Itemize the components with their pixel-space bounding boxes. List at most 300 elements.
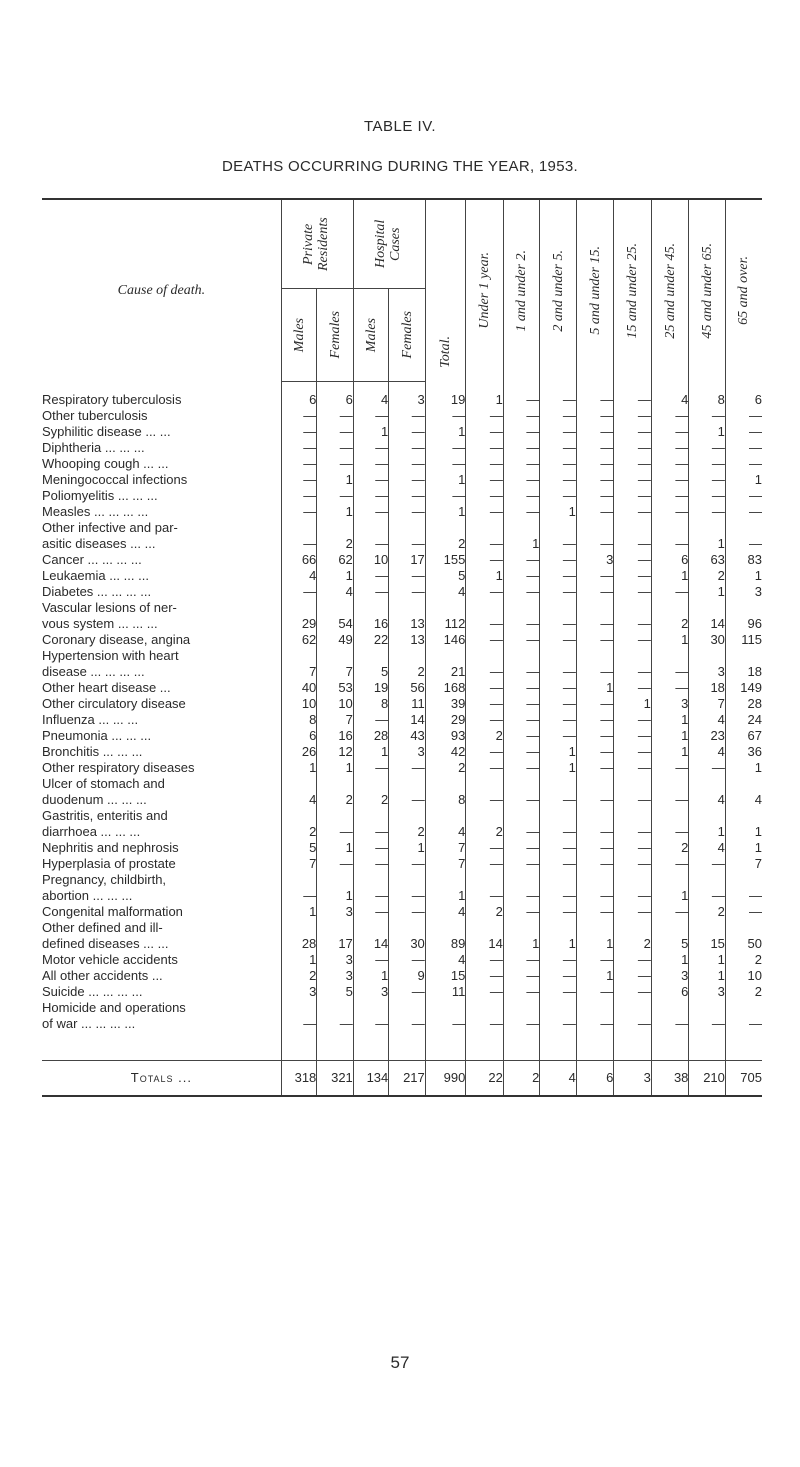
value-cell: 1: [725, 568, 762, 584]
value-cell: 26: [281, 744, 316, 760]
age-header-1-2: 1 and under 2.: [503, 199, 540, 382]
cause-text: Hypertension with heart: [42, 648, 179, 663]
value-cell: —: [576, 584, 614, 600]
value-cell: 2: [281, 808, 316, 840]
value-cell: —: [540, 392, 577, 408]
value-cell: 1: [540, 504, 577, 520]
value-cell: —: [576, 504, 614, 520]
value-cell: 7: [689, 696, 726, 712]
value-cell: 1: [651, 744, 689, 760]
value-cell: —: [353, 456, 388, 472]
value-cell: —: [317, 856, 354, 872]
value-cell: —: [503, 872, 540, 904]
cause-text: Nephritis and nephrosis: [42, 840, 179, 855]
value-cell: —: [651, 472, 689, 488]
value-cell: —: [503, 392, 540, 408]
value-cell: —: [614, 520, 652, 552]
cause-cell: [42, 680, 281, 696]
value-cell: —: [540, 968, 577, 984]
value-cell: —: [466, 984, 504, 1000]
total-value-cell: 38: [651, 1061, 689, 1097]
value-cell: —: [651, 440, 689, 456]
value-cell: 1: [576, 680, 614, 696]
cause-text: Other respiratory diseases: [42, 760, 195, 775]
totals-row: [42, 1061, 762, 1097]
cause-text: Other defined and ill-: [42, 920, 163, 935]
value-cell: —: [281, 440, 316, 456]
value-cell: 1: [317, 568, 354, 584]
value-cell: 5: [281, 840, 316, 856]
cause-cell: [42, 920, 281, 952]
value-cell: —: [353, 1000, 388, 1032]
value-cell: —: [466, 456, 504, 472]
value-cell: 1: [389, 840, 426, 856]
value-cell: 11: [389, 696, 426, 712]
value-cell: —: [540, 600, 577, 632]
value-cell: 1: [540, 744, 577, 760]
value-cell: —: [317, 488, 354, 504]
value-cell: —: [503, 600, 540, 632]
value-cell: 62: [281, 632, 316, 648]
value-cell: 19: [353, 680, 388, 696]
value-cell: —: [389, 408, 426, 424]
cause-text: Measles ... ... ... ...: [42, 504, 149, 519]
value-cell: 6: [651, 984, 689, 1000]
value-cell: —: [540, 584, 577, 600]
value-cell: —: [576, 856, 614, 872]
value-cell: 149: [725, 680, 762, 696]
value-cell: —: [725, 456, 762, 472]
value-cell: —: [540, 552, 577, 568]
value-cell: 1: [651, 632, 689, 648]
cause-text: Leukaemia ... ... ...: [42, 568, 149, 583]
value-cell: 2: [466, 808, 504, 840]
value-cell: —: [576, 424, 614, 440]
value-cell: —: [576, 744, 614, 760]
value-cell: —: [503, 728, 540, 744]
cause-text: All other accidents ...: [42, 968, 163, 983]
value-cell: —: [651, 520, 689, 552]
value-cell: —: [576, 872, 614, 904]
table-row: [42, 440, 762, 456]
cause-cell: [42, 552, 281, 568]
cause-text: Motor vehicle accidents: [42, 952, 178, 967]
value-cell: —: [281, 1000, 316, 1032]
value-cell: 2: [353, 776, 388, 808]
cause-cell: [42, 456, 281, 472]
value-cell: 23: [689, 728, 726, 744]
table-row: [42, 696, 762, 712]
cause-cell: [42, 568, 281, 584]
table-body: [42, 382, 762, 1097]
value-cell: —: [503, 1000, 540, 1032]
value-cell: 19: [425, 392, 466, 408]
cause-cell: [42, 840, 281, 856]
cause-cell: [42, 408, 281, 424]
value-cell: —: [281, 504, 316, 520]
table-row: [42, 760, 762, 776]
totals-label: Totals ...: [42, 1061, 281, 1097]
value-cell: —: [689, 760, 726, 776]
value-cell: —: [614, 488, 652, 504]
value-cell: 1: [425, 872, 466, 904]
cause-text: Other infective and par-: [42, 520, 178, 535]
value-cell: 5: [353, 648, 388, 680]
value-cell: —: [725, 904, 762, 920]
value-cell: 89: [425, 920, 466, 952]
value-cell: 14: [353, 920, 388, 952]
value-cell: 3: [725, 584, 762, 600]
value-cell: —: [725, 488, 762, 504]
value-cell: 7: [725, 856, 762, 872]
value-cell: 9: [389, 968, 426, 984]
cause-text: Pneumonia ... ... ...: [42, 728, 152, 743]
value-cell: —: [389, 568, 426, 584]
private-residents-header: Private Residents: [281, 199, 353, 289]
value-cell: 4: [425, 952, 466, 968]
value-cell: 29: [425, 712, 466, 728]
value-cell: —: [317, 456, 354, 472]
cause-text: Ulcer of stomach and: [42, 776, 165, 791]
value-cell: —: [651, 408, 689, 424]
value-cell: —: [614, 952, 652, 968]
value-cell: —: [651, 760, 689, 776]
value-cell: 1: [281, 904, 316, 920]
value-cell: —: [576, 648, 614, 680]
value-cell: —: [503, 584, 540, 600]
value-cell: —: [466, 440, 504, 456]
table-row: [42, 392, 762, 408]
value-cell: —: [503, 680, 540, 696]
total-header: Total.: [425, 199, 466, 382]
value-cell: —: [353, 872, 388, 904]
page-number: 57: [390, 1353, 410, 1372]
value-cell: —: [540, 904, 577, 920]
value-cell: —: [503, 440, 540, 456]
value-cell: —: [614, 392, 652, 408]
value-cell: —: [576, 952, 614, 968]
value-cell: —: [540, 680, 577, 696]
value-cell: 6: [651, 552, 689, 568]
value-cell: 2: [614, 920, 652, 952]
value-cell: 2: [651, 840, 689, 856]
value-cell: —: [466, 632, 504, 648]
value-cell: 4: [689, 744, 726, 760]
cause-text: Vascular lesions of ner-: [42, 600, 177, 615]
table-row: [42, 840, 762, 856]
value-cell: —: [725, 1000, 762, 1032]
table-row: [42, 584, 762, 600]
value-cell: —: [540, 488, 577, 504]
value-cell: —: [576, 440, 614, 456]
value-cell: —: [614, 456, 652, 472]
value-cell: —: [503, 744, 540, 760]
table-row: [42, 648, 762, 680]
value-cell: —: [466, 488, 504, 504]
table-row: [42, 984, 762, 1000]
value-cell: —: [503, 424, 540, 440]
value-cell: —: [389, 856, 426, 872]
value-cell: 4: [425, 904, 466, 920]
value-cell: —: [503, 984, 540, 1000]
value-cell: 49: [317, 632, 354, 648]
value-cell: 2: [425, 760, 466, 776]
value-cell: 3: [317, 952, 354, 968]
value-cell: 1: [353, 744, 388, 760]
value-cell: 2: [317, 776, 354, 808]
table-row: [42, 952, 762, 968]
cause-text: Diabetes ... ... ... ...: [42, 584, 152, 599]
value-cell: 93: [425, 728, 466, 744]
total-value-cell: 321: [317, 1061, 354, 1097]
value-cell: —: [281, 408, 316, 424]
value-cell: 1: [689, 952, 726, 968]
value-cell: 14: [689, 600, 726, 632]
value-cell: 62: [317, 552, 354, 568]
cause-text: Pregnancy, childbirth,: [42, 872, 167, 887]
value-cell: —: [281, 872, 316, 904]
value-cell: 4: [689, 712, 726, 728]
value-cell: —: [503, 568, 540, 584]
value-cell: —: [389, 456, 426, 472]
value-cell: 1: [689, 520, 726, 552]
value-cell: 15: [425, 968, 466, 984]
total-value-cell: 3: [614, 1061, 652, 1097]
value-cell: —: [466, 856, 504, 872]
value-cell: —: [576, 808, 614, 840]
table-row: [42, 920, 762, 952]
value-cell: —: [614, 1000, 652, 1032]
age-header-5-15: 5 and under 15.: [576, 199, 614, 382]
value-cell: 22: [353, 632, 388, 648]
value-cell: —: [614, 424, 652, 440]
value-cell: 11: [425, 984, 466, 1000]
age-header-15-25: 15 and under 25.: [614, 199, 652, 382]
value-cell: 1: [651, 952, 689, 968]
table-row: [42, 424, 762, 440]
value-cell: —: [576, 632, 614, 648]
value-cell: —: [281, 472, 316, 488]
table-row: [42, 904, 762, 920]
value-cell: 2: [317, 520, 354, 552]
value-cell: 3: [389, 392, 426, 408]
value-cell: —: [540, 776, 577, 808]
cause-text: defined diseases ... ...: [42, 936, 169, 951]
value-cell: 30: [389, 920, 426, 952]
value-cell: —: [576, 456, 614, 472]
total-value-cell: 22: [466, 1061, 504, 1097]
value-cell: —: [353, 568, 388, 584]
value-cell: —: [540, 872, 577, 904]
value-cell: —: [540, 840, 577, 856]
value-cell: —: [689, 504, 726, 520]
value-cell: 24: [725, 712, 762, 728]
cause-cell: [42, 744, 281, 760]
value-cell: —: [503, 408, 540, 424]
value-cell: 16: [317, 728, 354, 744]
value-cell: 10: [725, 968, 762, 984]
value-cell: —: [614, 776, 652, 808]
value-cell: —: [725, 520, 762, 552]
value-cell: —: [353, 584, 388, 600]
value-cell: 6: [317, 392, 354, 408]
value-cell: —: [466, 760, 504, 776]
value-cell: —: [725, 408, 762, 424]
cause-cell: [42, 472, 281, 488]
value-cell: 28: [281, 920, 316, 952]
value-cell: 1: [689, 808, 726, 840]
value-cell: 4: [281, 568, 316, 584]
value-cell: —: [576, 728, 614, 744]
value-cell: —: [614, 568, 652, 584]
table-row: [42, 776, 762, 808]
cause-cell: [42, 904, 281, 920]
value-cell: 2: [281, 968, 316, 984]
cause-cell: [42, 872, 281, 904]
value-cell: 7: [281, 648, 316, 680]
cause-cell: [42, 984, 281, 1000]
table-row: [42, 712, 762, 728]
value-cell: —: [651, 424, 689, 440]
value-cell: —: [503, 808, 540, 840]
value-cell: 29: [281, 600, 316, 632]
cause-text: Cancer ... ... ... ...: [42, 552, 142, 567]
value-cell: —: [651, 776, 689, 808]
value-cell: 1: [725, 808, 762, 840]
cause-text: Bronchitis ... ... ...: [42, 744, 143, 759]
value-cell: 6: [281, 728, 316, 744]
value-cell: —: [389, 984, 426, 1000]
value-cell: 18: [725, 648, 762, 680]
value-cell: 3: [651, 696, 689, 712]
value-cell: —: [389, 872, 426, 904]
value-cell: 1: [651, 872, 689, 904]
value-cell: 3: [317, 968, 354, 984]
total-value-cell: 705: [725, 1061, 762, 1097]
value-cell: 12: [317, 744, 354, 760]
value-cell: —: [503, 504, 540, 520]
cause-cell: [42, 600, 281, 632]
value-cell: —: [614, 648, 652, 680]
value-cell: —: [425, 488, 466, 504]
value-cell: —: [503, 632, 540, 648]
value-cell: —: [540, 648, 577, 680]
value-cell: —: [540, 632, 577, 648]
value-cell: —: [576, 1000, 614, 1032]
cause-text: Meningococcal infections: [42, 472, 188, 487]
value-cell: 56: [389, 680, 426, 696]
value-cell: —: [651, 808, 689, 840]
table-row: [42, 680, 762, 696]
value-cell: 4: [317, 584, 354, 600]
value-cell: 3: [576, 552, 614, 568]
value-cell: —: [389, 440, 426, 456]
value-cell: 115: [725, 632, 762, 648]
value-cell: 4: [281, 776, 316, 808]
value-cell: —: [466, 520, 504, 552]
value-cell: —: [466, 504, 504, 520]
value-cell: —: [389, 584, 426, 600]
value-cell: —: [689, 456, 726, 472]
value-cell: 1: [466, 392, 504, 408]
value-cell: —: [317, 408, 354, 424]
table-row: [42, 472, 762, 488]
value-cell: 3: [281, 984, 316, 1000]
table-row: [42, 872, 762, 904]
value-cell: 1: [576, 968, 614, 984]
value-cell: 1: [466, 568, 504, 584]
value-cell: 2: [466, 728, 504, 744]
value-cell: 1: [689, 424, 726, 440]
value-cell: —: [651, 648, 689, 680]
value-cell: —: [689, 472, 726, 488]
value-cell: —: [466, 840, 504, 856]
value-cell: —: [353, 440, 388, 456]
value-cell: 4: [689, 840, 726, 856]
value-cell: 1: [614, 696, 652, 712]
value-cell: 1: [540, 760, 577, 776]
cause-cell: [42, 856, 281, 872]
value-cell: —: [281, 584, 316, 600]
value-cell: —: [466, 952, 504, 968]
total-value-cell: 210: [689, 1061, 726, 1097]
value-cell: —: [353, 408, 388, 424]
value-cell: —: [576, 600, 614, 632]
age-header-25-45: 25 and under 45.: [651, 199, 689, 382]
age-header-45-65: 45 and under 65.: [689, 199, 726, 382]
cause-text: Other tuberculosis: [42, 408, 148, 423]
value-cell: 83: [725, 552, 762, 568]
value-cell: —: [576, 984, 614, 1000]
cause-text: Respiratory tuberculosis: [42, 392, 182, 407]
value-cell: 1: [503, 520, 540, 552]
value-cell: —: [466, 680, 504, 696]
value-cell: 1: [425, 424, 466, 440]
cause-cell: [42, 632, 281, 648]
value-cell: —: [317, 808, 354, 840]
value-cell: —: [614, 712, 652, 728]
cause-text: Congenital malformation: [42, 904, 183, 919]
value-cell: —: [540, 472, 577, 488]
value-cell: 5: [425, 568, 466, 584]
value-cell: —: [353, 712, 388, 728]
age-header-under-1: Under 1 year.: [466, 199, 504, 382]
value-cell: 2: [689, 904, 726, 920]
value-cell: 3: [689, 984, 726, 1000]
value-cell: 6: [281, 392, 316, 408]
value-cell: —: [503, 952, 540, 968]
value-cell: —: [576, 904, 614, 920]
value-cell: —: [689, 488, 726, 504]
value-cell: 28: [725, 696, 762, 712]
value-cell: 4: [725, 776, 762, 808]
cause-cell: [42, 648, 281, 680]
value-cell: 1: [425, 504, 466, 520]
value-cell: —: [651, 504, 689, 520]
value-cell: 3: [317, 904, 354, 920]
value-cell: —: [614, 552, 652, 568]
value-cell: 30: [689, 632, 726, 648]
value-cell: 1: [281, 952, 316, 968]
value-cell: 18: [689, 680, 726, 696]
value-cell: 1: [281, 760, 316, 776]
value-cell: —: [651, 680, 689, 696]
value-cell: 42: [425, 744, 466, 760]
cause-text: Other circulatory disease: [42, 696, 186, 711]
value-cell: —: [317, 424, 354, 440]
cause-cell: [42, 760, 281, 776]
table-row: [42, 568, 762, 584]
